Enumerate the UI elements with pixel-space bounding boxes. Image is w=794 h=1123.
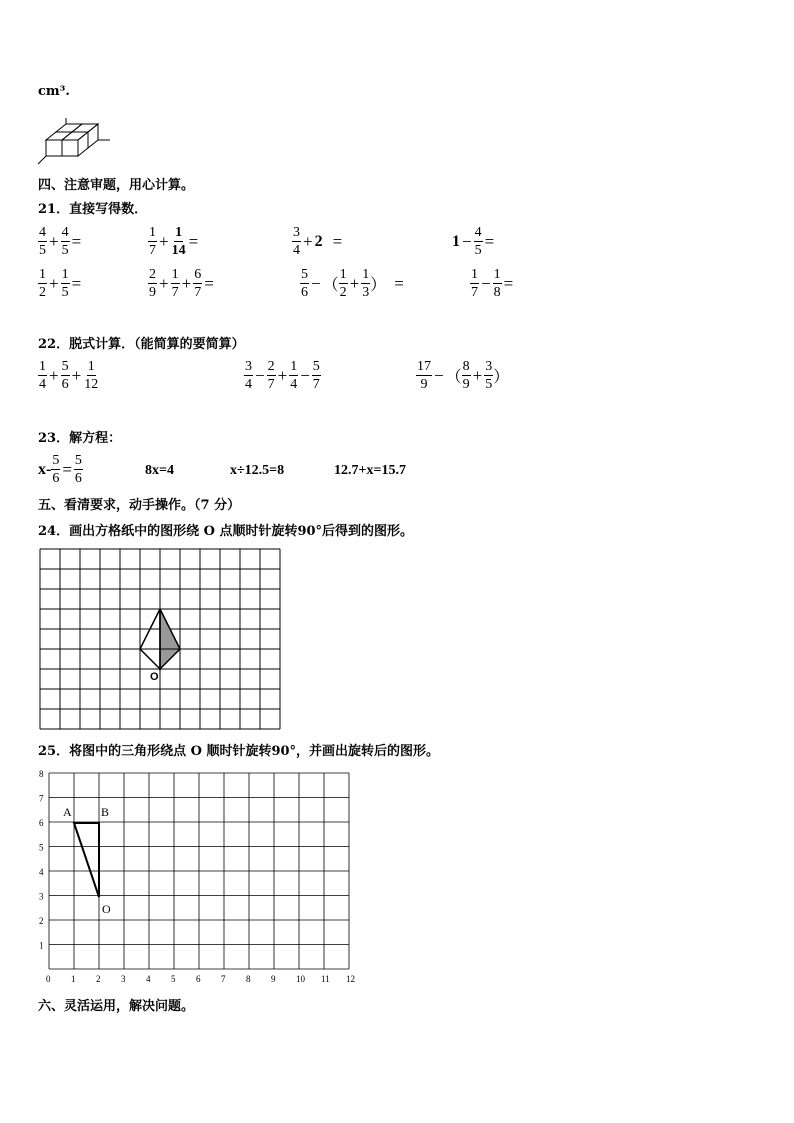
fraction: $\frac{6}{7}$	[194, 267, 202, 300]
q25-triangle	[74, 823, 99, 897]
fraction: $\frac{1}{3}$	[362, 267, 370, 300]
x-tick-label: 3	[121, 974, 126, 984]
fraction: $\frac{2}{9}$	[149, 267, 156, 300]
x-tick-label: 9	[271, 974, 276, 984]
x-tick-label: 0	[46, 974, 51, 984]
section4-title: 四、注意审题，用心计算。	[38, 178, 195, 193]
x-tick-label: 10	[296, 974, 305, 984]
x-tick-label: 7	[221, 974, 226, 984]
q23-eq-3: x÷12.5=8	[230, 463, 285, 478]
q23-title: 23．解方程：	[38, 431, 122, 446]
y-tick-label: 3	[39, 891, 44, 902]
fraction: $\frac{1}{4}$	[290, 359, 298, 392]
unit-text: cm³.	[38, 84, 70, 99]
fraction: $\frac{1}{4}$	[39, 359, 46, 392]
fraction: $\frac{8}{9}$	[462, 359, 470, 392]
fraction: $\frac{1}{2}$	[39, 267, 46, 300]
y-tick-label: 6	[39, 818, 44, 828]
fraction: $\frac{5}{6}$	[301, 267, 308, 300]
q21-expr-1: $\frac{4}{5}$ + $\frac{4}{5}$ =	[39, 225, 82, 258]
q21-expr-7: $\frac{5}{6}$ − （ $\frac{1}{2}$ + $\frac{1}{3}$ ） =	[301, 267, 404, 300]
x-tick-label: 8	[246, 974, 251, 984]
fraction: $\frac{1}{14}$	[171, 225, 186, 258]
q21-expr-8: $\frac{1}{7}$ − $\frac{1}{8}$ =	[471, 267, 514, 300]
q22-title: 22．脱式计算．（能简算的要简算）	[38, 337, 245, 352]
y-tick-label: 4	[39, 867, 44, 877]
q21-expr-4: 1 − $\frac{4}{5}$ =	[452, 225, 495, 258]
q24-title: 24．画出方格纸中的图形绕 O 点顺时针旋转90°后得到的图形。	[38, 524, 414, 539]
q25-label-b: B	[101, 805, 110, 819]
q25-grid	[34, 770, 362, 988]
fraction: $\frac{5}{6}$	[52, 453, 60, 486]
y-tick-label: 8	[39, 770, 44, 779]
fraction: $\frac{1}{7}$	[171, 267, 179, 300]
fraction: $\frac{1}{8}$	[493, 267, 501, 300]
x-tick-label: 6	[196, 974, 201, 984]
y-tick-label: 7	[39, 793, 44, 804]
q21-expr-5: $\frac{1}{2}$ + $\frac{1}{5}$ =	[39, 267, 82, 300]
q22-expr-2: $\frac{3}{4}$ − $\frac{2}{7}$ + $\frac{1}{4}$ − $\frac{5}{7}$	[245, 359, 320, 392]
cube-stack-figure	[36, 118, 116, 166]
q21-expr-2: $\frac{1}{7}$ + $\frac{1}{14}$ =	[149, 225, 199, 258]
q22-expr-1: $\frac{1}{4}$ + $\frac{5}{6}$ + $\frac{1}{12}$	[39, 359, 99, 392]
q23-eq-1: x- $\frac{5}{6}$ = $\frac{5}{6}$	[38, 453, 82, 486]
fraction: $\frac{4}{5}$	[39, 225, 46, 258]
q21-expr-6: $\frac{2}{9}$ + $\frac{1}{7}$ + $\frac{6}{7}$ =	[149, 267, 214, 300]
fraction: $\frac{3}{4}$	[293, 225, 300, 258]
fraction: $\frac{1}{12}$	[84, 359, 99, 392]
q24-point-o: O	[150, 671, 159, 683]
section6-title: 六、灵活运用，解决问题。	[38, 999, 195, 1014]
fraction: $\frac{1}{7}$	[149, 225, 156, 258]
x-tick-label: 5	[171, 974, 176, 984]
q22-expr-3: $\frac{17}{9}$ − （ $\frac{8}{9}$ + $\frac{3}{5}$ ）	[417, 359, 510, 392]
fraction: $\frac{4}{5}$	[61, 225, 69, 258]
x-tick-label: 4	[146, 974, 151, 984]
fraction: $\frac{5}{6}$	[74, 453, 82, 486]
section5-title: 五、看清要求，动手操作。（7 分）	[38, 498, 241, 513]
fraction: $\frac{1}{2}$	[339, 267, 347, 300]
q23-eq-4: 12.7+x=15.7	[334, 463, 406, 478]
fraction: $\frac{1}{7}$	[471, 267, 478, 300]
q21-title: 21．直接写得数．	[38, 202, 148, 217]
y-tick-label: 2	[39, 916, 44, 926]
q21-expr-3: $\frac{3}{4}$ + 2 =	[293, 225, 343, 258]
fraction: $\frac{5}{6}$	[61, 359, 69, 392]
q24-grid	[38, 548, 282, 730]
x-tick-label: 1	[71, 974, 76, 984]
q23-eq-2: 8x=4	[145, 463, 174, 478]
fraction: $\frac{1}{5}$	[61, 267, 69, 300]
x-tick-label: 2	[96, 974, 101, 984]
q24-shape-shaded	[160, 609, 180, 669]
x-tick-label: 12	[346, 974, 355, 984]
q24-shape-outline	[140, 609, 160, 669]
y-tick-label: 5	[39, 842, 44, 853]
q25-label-a: A	[63, 805, 72, 819]
fraction: $\frac{5}{7}$	[312, 359, 320, 392]
q25-title: 25．将图中的三角形绕点 O 顺时针旋转90°，并画出旋转后的图形。	[38, 744, 440, 759]
fraction: $\frac{2}{7}$	[267, 359, 275, 392]
fraction: $\frac{3}{5}$	[485, 359, 493, 392]
fraction: $\frac{17}{9}$	[417, 359, 431, 392]
q25-label-o: O	[102, 902, 111, 916]
fraction: $\frac{4}{5}$	[474, 225, 482, 258]
y-tick-label: 1	[39, 940, 44, 951]
fraction: $\frac{3}{4}$	[245, 359, 252, 392]
x-tick-label: 11	[321, 974, 330, 984]
